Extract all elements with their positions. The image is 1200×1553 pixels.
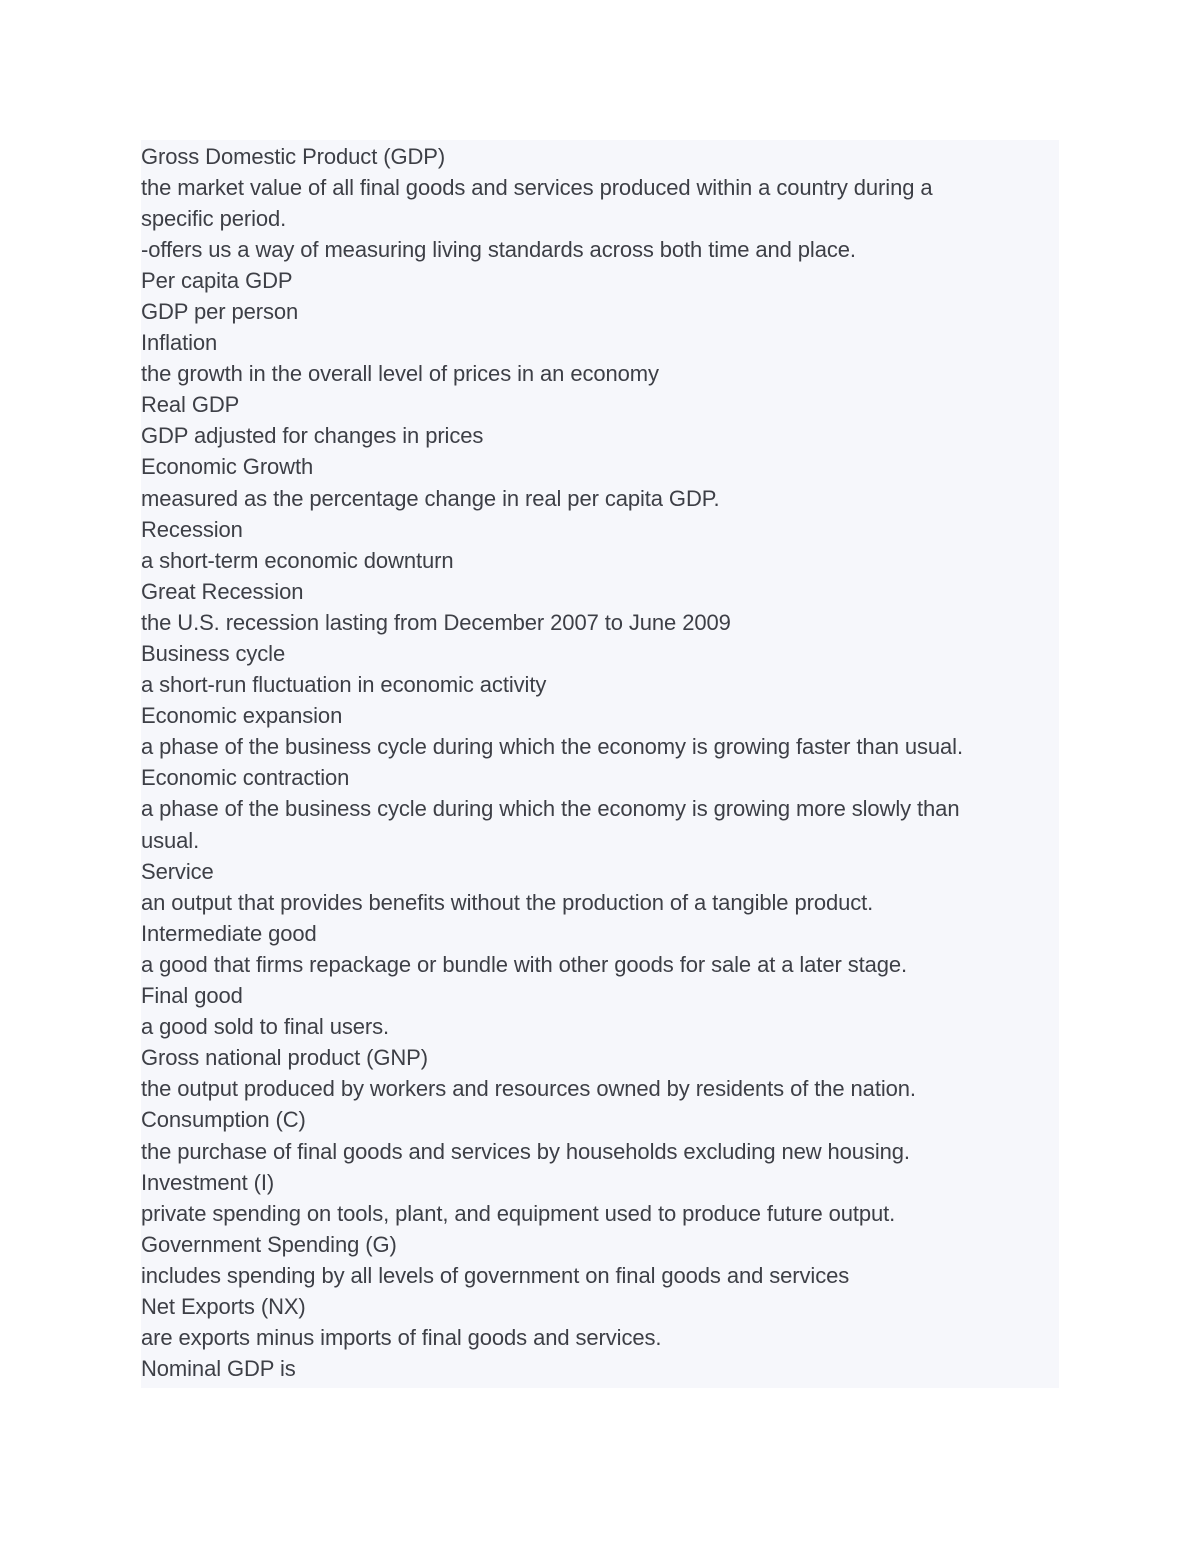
term-intermediate-good: Intermediate good xyxy=(141,920,317,946)
term-great-recession: Great Recession xyxy=(141,578,304,604)
term-recession: Recession xyxy=(141,516,243,542)
term-investment: Investment (I) xyxy=(141,1169,275,1195)
definition-gdp-note: -offers us a way of measuring living standards across both time and place. xyxy=(141,236,856,262)
definition-economic-growth: measured as the percentage change in real per capita GDP. xyxy=(141,485,720,511)
definition-consumption: the purchase of final goods and services by households excluding new housing. xyxy=(141,1138,910,1164)
definition-intermediate-good: a good that firms repackage or bundle with other goods for sale at a later stage. xyxy=(141,951,908,977)
definition-inflation: the growth in the overall level of prices in an economy xyxy=(141,361,659,387)
definition-gdp-line-2: specific period. xyxy=(141,205,287,231)
term-government-spending: Government Spending (G) xyxy=(141,1231,397,1257)
definition-business-cycle: a short-run fluctuation in economic activity xyxy=(141,672,547,698)
term-gdp: Gross Domestic Product (GDP) xyxy=(141,143,446,169)
definition-net-exports: are exports minus imports of final goods and services. xyxy=(141,1325,662,1351)
term-gnp: Gross national product (GNP) xyxy=(141,1045,428,1071)
flashcard-text-block xyxy=(141,140,1059,1388)
term-economic-contraction: Economic contraction xyxy=(141,765,350,791)
term-final-good: Final good xyxy=(141,983,243,1009)
term-real-gdp: Real GDP xyxy=(141,392,240,418)
term-inflation: Inflation xyxy=(141,330,218,356)
definition-gnp: the output produced by workers and resources owned by residents of the nation. xyxy=(141,1076,916,1102)
definition-economic-contraction-line-2: usual. xyxy=(141,827,200,853)
term-business-cycle: Business cycle xyxy=(141,641,286,666)
definition-gdp-line-1: the market value of all final goods and services produced within a country during a xyxy=(141,174,933,200)
definition-economic-expansion: a phase of the business cycle during which the economy is growing faster than usual. xyxy=(141,734,963,760)
definition-real-gdp: GDP adjusted for changes in prices xyxy=(141,423,484,449)
term-consumption: Consumption (C) xyxy=(141,1107,306,1133)
term-nominal-gdp: Nominal GDP is xyxy=(141,1356,296,1382)
definition-government-spending: includes spending by all levels of government on final goods and services xyxy=(141,1262,850,1288)
term-economic-growth: Economic Growth xyxy=(141,454,314,480)
definition-service: an output that provides benefits without the production of a tangible product. xyxy=(141,889,874,915)
definition-per-capita-gdp: GDP per person xyxy=(141,298,299,324)
definition-final-good: a good sold to final users. xyxy=(141,1014,390,1040)
definition-great-recession: the U.S. recession lasting from December 2007 to June 2009 xyxy=(141,609,731,635)
term-per-capita-gdp: Per capita GDP xyxy=(141,267,293,293)
term-net-exports: Net Exports (NX) xyxy=(141,1293,306,1319)
term-service: Service xyxy=(141,858,214,884)
definition-economic-contraction-line-1: a phase of the business cycle during which the economy is growing more slowly than xyxy=(141,796,960,822)
term-economic-expansion: Economic expansion xyxy=(141,703,343,729)
definition-recession: a short-term economic downturn xyxy=(141,547,454,573)
definition-investment: private spending on tools, plant, and equipment used to produce future output. xyxy=(141,1200,896,1226)
